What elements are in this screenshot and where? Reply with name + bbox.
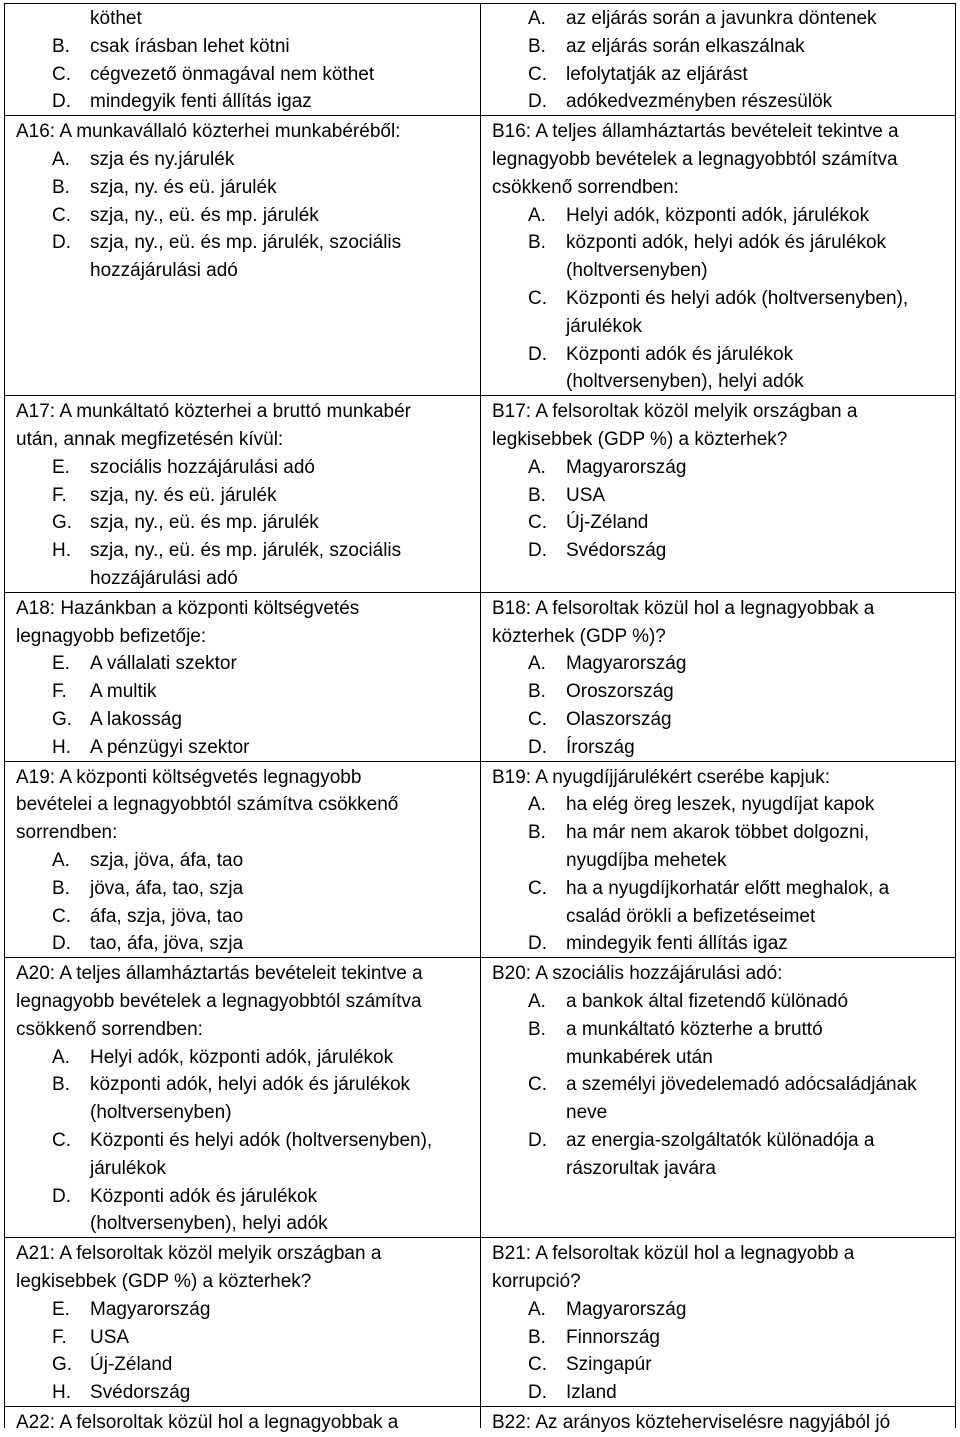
option-text: A multik: [90, 681, 157, 703]
row-divider: [4, 957, 956, 958]
option-letter: F.: [52, 681, 67, 703]
answer-option: [492, 5, 946, 33]
option-letter: C.: [528, 512, 547, 534]
option-continuation: család örökli a befizetéseimet: [566, 905, 816, 927]
answer-option: [16, 875, 470, 903]
option-text: Svédország: [566, 540, 667, 562]
option-letter: C.: [528, 63, 547, 85]
answer-option: [16, 61, 470, 89]
answer-option: [492, 819, 946, 847]
option-letter: F.: [52, 1326, 67, 1348]
option-letter: D.: [528, 343, 547, 365]
answer-option: [492, 88, 946, 116]
blank-line: [492, 1183, 946, 1211]
blank-line: [16, 341, 470, 369]
answer-option: [16, 88, 470, 116]
option-text: csak írásban lehet kötni: [90, 35, 290, 57]
option-letter: B.: [528, 681, 546, 703]
option-letter: E.: [52, 653, 70, 675]
option-text: A vállalati szektor: [90, 653, 237, 675]
blank-line: [492, 1210, 946, 1238]
option-text: Magyarország: [566, 653, 687, 675]
option-continuation: munkabérek után: [566, 1046, 713, 1068]
worksheet-table: [4, 3, 956, 1433]
option-letter: B.: [528, 1326, 546, 1348]
option-text: szja, jöva, áfa, tao: [90, 849, 244, 871]
option-text: szja, ny. és eü. járulék: [90, 176, 277, 198]
question-text: csökkenő sorrendben:: [16, 1018, 203, 1040]
option-text: a munkáltató közterhe a bruttó: [566, 1018, 823, 1040]
option-letter: D.: [52, 232, 71, 254]
option-letter: C.: [52, 905, 71, 927]
question-text: A22: A felsoroltak közül hol a legnagyobbak a: [16, 1412, 399, 1433]
question-text: csökkenő sorrendben:: [492, 176, 679, 198]
question-text: legnagyobb bevételek a legnagyobbtól számítva: [492, 148, 898, 170]
option-letter: H.: [52, 736, 71, 758]
option-text: Izland: [566, 1382, 617, 1404]
question-cell: [480, 1409, 956, 1437]
option-continuation: járulékok: [90, 1157, 167, 1179]
answer-option: [16, 146, 470, 174]
answer-option: [492, 537, 946, 565]
option-letter: F.: [52, 484, 67, 506]
option-letter: C.: [528, 1354, 547, 1376]
option-letter: D.: [528, 1382, 547, 1404]
option-letter: D.: [528, 540, 547, 562]
answer-option: [16, 1379, 470, 1407]
answer-option: [492, 678, 946, 706]
option-text: cégvezető önmagával nem köthet: [90, 63, 375, 85]
answer-option: [492, 1071, 946, 1099]
question-text: B20: A szociális hozzájárulási adó:: [492, 963, 783, 985]
row-divider: [4, 761, 956, 762]
question-text: B17: A felsoroltak közöl melyik országban a: [492, 401, 858, 423]
option-letter: G.: [52, 1354, 73, 1376]
answer-option: [492, 650, 946, 678]
option-continuation: hozzájárulási adó: [90, 567, 238, 589]
answer-option: [16, 174, 470, 202]
option-text: a bankok által fizetendő különadó: [566, 990, 849, 1012]
question-text: sorrendben:: [16, 822, 118, 844]
option-continuation: hozzájárulási adó: [90, 260, 238, 282]
option-letter: A.: [528, 456, 546, 478]
answer-option: [492, 1296, 946, 1324]
question-cell: [480, 595, 956, 762]
option-text: mindegyik fenti állítás igaz: [90, 91, 312, 113]
option-text: Magyarország: [566, 1298, 687, 1320]
option-text: Magyarország: [90, 1298, 211, 1320]
option-letter: A.: [52, 849, 70, 871]
table-border-middle: [480, 3, 481, 1428]
row-divider: [4, 592, 956, 593]
option-text: Olaszország: [566, 708, 672, 730]
option-letter: A.: [528, 653, 546, 675]
option-text: Szingapúr: [566, 1354, 652, 1376]
option-text: szja, ny., eü. és mp. járulék, szociális: [90, 540, 402, 562]
answer-option: [16, 706, 470, 734]
option-text: Központi és helyi adók (holtversenyben),: [566, 287, 909, 309]
option-text: lefolytatják az eljárást: [566, 63, 748, 85]
question-cell: [480, 1240, 956, 1407]
option-text: központi adók, helyi adók és járulékok: [566, 232, 887, 254]
answer-option: [492, 988, 946, 1016]
option-text: Új-Zéland: [566, 512, 649, 534]
answer-option: [16, 1044, 470, 1072]
option-letter: D.: [52, 1185, 71, 1207]
option-text: tao, áfa, jöva, szja: [90, 933, 244, 955]
option-text: szja és ny.járulék: [90, 148, 235, 170]
question-text: legkisebbek (GDP %) a közterhek?: [492, 428, 788, 450]
option-text: szja, ny. és eü. járulék: [90, 484, 277, 506]
option-letter: B.: [528, 232, 546, 254]
answer-option: [16, 1324, 470, 1352]
answer-option: [16, 930, 470, 958]
question-text: legnagyobb befizetője:: [16, 625, 207, 647]
answer-option: [16, 229, 470, 257]
question-cell: [4, 5, 480, 116]
answer-option: [492, 791, 946, 819]
question-cell: [480, 5, 956, 116]
option-text: áfa, szja, jöva, tao: [90, 905, 244, 927]
blank-line: [16, 313, 470, 341]
question-cell: [480, 960, 956, 1238]
option-letter: G.: [52, 708, 73, 730]
answer-option: [492, 930, 946, 958]
question-cell: [4, 595, 480, 762]
option-letter: H.: [52, 1382, 71, 1404]
option-text: az eljárás során a javunkra döntenek: [566, 8, 877, 29]
answer-option: [16, 509, 470, 537]
option-text: Finnország: [566, 1326, 660, 1348]
option-letter: A.: [528, 1298, 546, 1320]
option-letter: C.: [528, 1074, 547, 1096]
question-text: A18: Hazánkban a központi költségvetés: [16, 597, 360, 619]
question-text: A21: A felsoroltak közöl melyik országban a: [16, 1243, 382, 1265]
option-letter: H.: [52, 540, 71, 562]
answer-option: [16, 1183, 470, 1211]
option-letter: D.: [52, 933, 71, 955]
option-text: ha már nem akarok többet dolgozni,: [566, 822, 870, 844]
question-text: korrupció?: [492, 1270, 581, 1292]
option-text: Központi adók és járulékok: [566, 343, 794, 365]
option-text: a személyi jövedelemadó adócsaládjának: [566, 1074, 917, 1096]
column-b: [480, 3, 956, 1433]
option-text: szja, ny., eü. és mp. járulék, szociális: [90, 232, 402, 254]
option-letter: B.: [52, 877, 70, 899]
option-letter: B.: [52, 176, 70, 198]
row-divider: [4, 115, 956, 116]
option-letter: G.: [52, 512, 73, 534]
table-border-top: [4, 3, 956, 4]
option-continuation: (holtversenyben): [566, 260, 708, 282]
option-text: Írország: [566, 736, 635, 758]
option-text: adókedvezményben részesülök: [566, 91, 833, 113]
option-continuation: rászorultak javára: [566, 1157, 716, 1179]
answer-option: [492, 1351, 946, 1379]
question-cell: [4, 118, 480, 396]
question-text: B16: A teljes államháztartás bevételeit tekintve a: [492, 121, 899, 143]
answer-option: [492, 1016, 946, 1044]
answer-option: [492, 875, 946, 903]
question-text: legkisebbek (GDP %) a közterhek?: [16, 1270, 312, 1292]
answer-option: [492, 341, 946, 369]
option-letter: D.: [528, 933, 547, 955]
option-text: jöva, áfa, tao, szja: [90, 877, 244, 899]
blank-line: [16, 285, 470, 313]
option-letter: D.: [528, 1129, 547, 1151]
option-text: USA: [566, 484, 606, 506]
table-border-right: [955, 3, 956, 1428]
option-letter: A.: [52, 1046, 70, 1068]
answer-option: [492, 1127, 946, 1155]
option-text: A lakosság: [90, 708, 182, 730]
option-text: az eljárás során elkaszálnak: [566, 35, 805, 57]
option-text: Új-Zéland: [90, 1354, 173, 1376]
answer-option: [16, 903, 470, 931]
question-text: A19: A központi költségvetés legnagyobb: [16, 766, 362, 788]
answer-option: [16, 1071, 470, 1099]
option-letter: A.: [528, 204, 546, 226]
option-continuation: (holtversenyben), helyi adók: [90, 1213, 328, 1235]
option-continuation: nyugdíjba mehetek: [566, 849, 727, 871]
option-continuation: (holtversenyben), helyi adók: [566, 371, 804, 393]
answer-option: [16, 734, 470, 762]
option-text: Oroszország: [566, 681, 674, 703]
option-letter: C.: [52, 204, 71, 226]
question-cell: [4, 1240, 480, 1407]
option-text: Helyi adók, központi adók, járulékok: [90, 1046, 394, 1068]
question-cell: [480, 764, 956, 959]
option-continuation: (holtversenyben): [90, 1102, 232, 1124]
option-letter: C.: [528, 287, 547, 309]
blank-line: [16, 368, 470, 396]
option-text: A pénzügyi szektor: [90, 736, 250, 758]
question-text: B22: Az arányos közteherviselésre nagyjából jó: [492, 1412, 891, 1433]
answer-option: [492, 61, 946, 89]
option-continuation: köthet: [90, 8, 142, 29]
question-text: bevételei a legnagyobbtól számítva csökkenő: [16, 794, 399, 816]
answer-option: [16, 33, 470, 61]
row-divider: [4, 1406, 956, 1407]
answer-option: [16, 1351, 470, 1379]
answer-option: [492, 229, 946, 257]
answer-option: [16, 847, 470, 875]
question-text: A20: A teljes államháztartás bevételeit tekintve a: [16, 963, 423, 985]
answer-option: [492, 1379, 946, 1407]
question-text: B18: A felsoroltak közül hol a legnagyobbak a: [492, 597, 875, 619]
option-letter: B.: [528, 1018, 546, 1040]
option-letter: C.: [52, 1129, 71, 1151]
answer-option: [492, 285, 946, 313]
answer-option: [492, 33, 946, 61]
column-a: [4, 3, 480, 1433]
option-text: ha a nyugdíjkorhatár előtt meghalok, a: [566, 877, 890, 899]
option-text: az energia-szolgáltatók különadója a: [566, 1129, 875, 1151]
option-letter: C.: [528, 877, 547, 899]
row-divider: [4, 1237, 956, 1238]
option-text: mindegyik fenti állítás igaz: [566, 933, 788, 955]
option-letter: C.: [52, 63, 71, 85]
option-text: Központi és helyi adók (holtversenyben),: [90, 1129, 433, 1151]
option-letter: B.: [528, 35, 546, 57]
question-text: A16: A munkavállaló közterhei munkabéréből:: [16, 121, 401, 143]
answer-option: [16, 202, 470, 230]
option-text: szja, ny., eü. és mp. járulék: [90, 204, 319, 226]
question-cell: [480, 118, 956, 396]
answer-option: [492, 1324, 946, 1352]
answer-option: [492, 454, 946, 482]
question-text: közterhek (GDP %)?: [492, 625, 666, 647]
option-text: Helyi adók, központi adók, járulékok: [566, 204, 870, 226]
question-cell: [4, 960, 480, 1238]
answer-option: [492, 706, 946, 734]
option-text: Központi adók és járulékok: [90, 1185, 318, 1207]
option-letter: B.: [52, 35, 70, 57]
option-letter: E.: [52, 456, 70, 478]
option-letter: D.: [528, 91, 547, 113]
question-cell: [4, 1409, 480, 1437]
option-letter: D.: [52, 91, 71, 113]
option-letter: A.: [52, 148, 70, 170]
row-divider: [4, 395, 956, 396]
option-letter: C.: [528, 708, 547, 730]
option-letter: B.: [52, 1074, 70, 1096]
answer-option: [492, 734, 946, 762]
option-letter: A.: [528, 794, 546, 816]
option-text: szja, ny., eü. és mp. járulék: [90, 512, 319, 534]
answer-option: [16, 1296, 470, 1324]
answer-option: [16, 454, 470, 482]
option-letter: B.: [528, 822, 546, 844]
option-text: Svédország: [90, 1382, 191, 1404]
option-letter: A.: [528, 8, 546, 29]
option-text: központi adók, helyi adók és járulékok: [90, 1074, 411, 1096]
option-letter: E.: [52, 1298, 70, 1320]
answer-option: [16, 678, 470, 706]
option-text: USA: [90, 1326, 130, 1348]
question-text: után, annak megfizetésén kívül:: [16, 428, 284, 450]
table-border-left: [4, 3, 5, 1428]
option-text: Magyarország: [566, 456, 687, 478]
answer-option: [492, 202, 946, 230]
option-letter: D.: [528, 736, 547, 758]
answer-option: [16, 537, 470, 565]
question-text: A17: A munkáltató közterhei a bruttó munkabér: [16, 401, 412, 423]
option-continuation: neve: [566, 1102, 608, 1124]
option-text: ha elég öreg leszek, nyugdíjat kapok: [566, 794, 875, 816]
question-cell: [4, 764, 480, 959]
question-text: legnagyobb bevételek a legnagyobbtól számítva: [16, 990, 422, 1012]
answer-option: [16, 1127, 470, 1155]
question-text: B21: A felsoroltak közül hol a legnagyobb a: [492, 1243, 855, 1265]
blank-line: [492, 565, 946, 593]
option-letter: A.: [528, 990, 546, 1012]
answer-option: [492, 509, 946, 537]
answer-option: [16, 650, 470, 678]
question-cell: [4, 398, 480, 593]
option-text: szociális hozzájárulási adó: [90, 456, 315, 478]
option-continuation: járulékok: [566, 315, 643, 337]
option-letter: B.: [528, 484, 546, 506]
question-text: B19: A nyugdíjjárulékért cserébe kapjuk:: [492, 766, 830, 788]
answer-option: [16, 482, 470, 510]
question-cell: [480, 398, 956, 593]
answer-option: [492, 482, 946, 510]
